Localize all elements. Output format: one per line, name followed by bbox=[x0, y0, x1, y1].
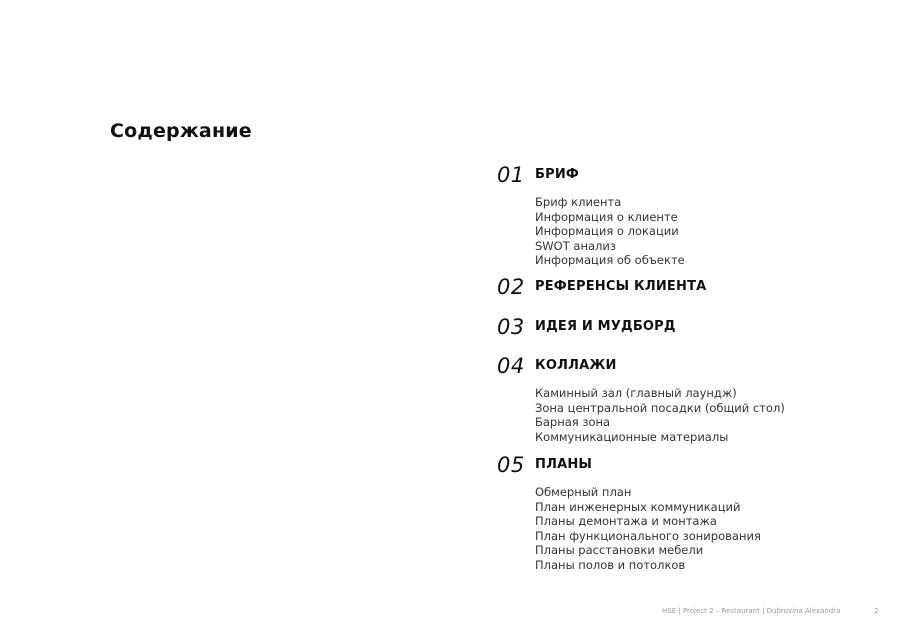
section-number: 02 bbox=[497, 275, 525, 299]
list-item: Обмерный план bbox=[535, 485, 632, 499]
section-title: КОЛЛАЖИ bbox=[535, 358, 617, 373]
section-number: 05 bbox=[497, 453, 525, 477]
footer-credits: HSE | Project 2 – Restaurant | Dubrovina Alexandra bbox=[662, 607, 841, 615]
list-item: Зона центральной посадки (общий стол) bbox=[535, 400, 785, 415]
list-item: Коммуникационные материалы bbox=[535, 429, 729, 444]
section-header bbox=[497, 275, 706, 299]
section-header bbox=[497, 453, 761, 477]
toc-section-02 bbox=[497, 275, 706, 299]
list-item: Планы демонтажа и монтажа bbox=[535, 514, 717, 528]
list-item: План функционального зонирования bbox=[535, 528, 761, 543]
list-item: Информация об объекте bbox=[535, 253, 685, 267]
list-item: Барная зона bbox=[535, 415, 611, 429]
toc-section-04 bbox=[497, 354, 785, 444]
page-number: 2 bbox=[874, 607, 879, 615]
list-item: Информация о клиенте bbox=[535, 209, 678, 224]
page-title: Содержание bbox=[110, 120, 252, 142]
section-number: 01 bbox=[497, 163, 525, 187]
section-items bbox=[497, 485, 761, 572]
list-item: Планы полов и потолков bbox=[535, 557, 686, 572]
section-title: РЕФЕРЕНСЫ КЛИЕНТА bbox=[535, 279, 707, 294]
list-item: Информация о локации bbox=[535, 224, 679, 238]
toc-section-05 bbox=[497, 453, 761, 572]
section-header bbox=[497, 315, 676, 339]
list-item: SWOT анализ bbox=[535, 238, 616, 253]
list-item: План инженерных коммуникаций bbox=[535, 499, 741, 514]
toc-section-03 bbox=[497, 315, 676, 339]
list-item: Каминный зал (главный лаундж) bbox=[535, 386, 737, 400]
section-number: 03 bbox=[497, 315, 525, 339]
list-item: Планы расстановки мебели bbox=[535, 543, 704, 557]
section-items bbox=[497, 195, 685, 268]
section-number: 04 bbox=[497, 354, 525, 378]
section-header bbox=[497, 354, 785, 378]
section-title: ИДЕЯ И МУДБОРД bbox=[535, 319, 676, 334]
list-item: Бриф клиента bbox=[535, 195, 622, 209]
section-header bbox=[497, 163, 685, 187]
section-items bbox=[497, 386, 785, 444]
toc-section-01 bbox=[497, 163, 685, 268]
section-title: БРИФ bbox=[535, 167, 580, 182]
section-title: ПЛАНЫ bbox=[535, 457, 593, 472]
